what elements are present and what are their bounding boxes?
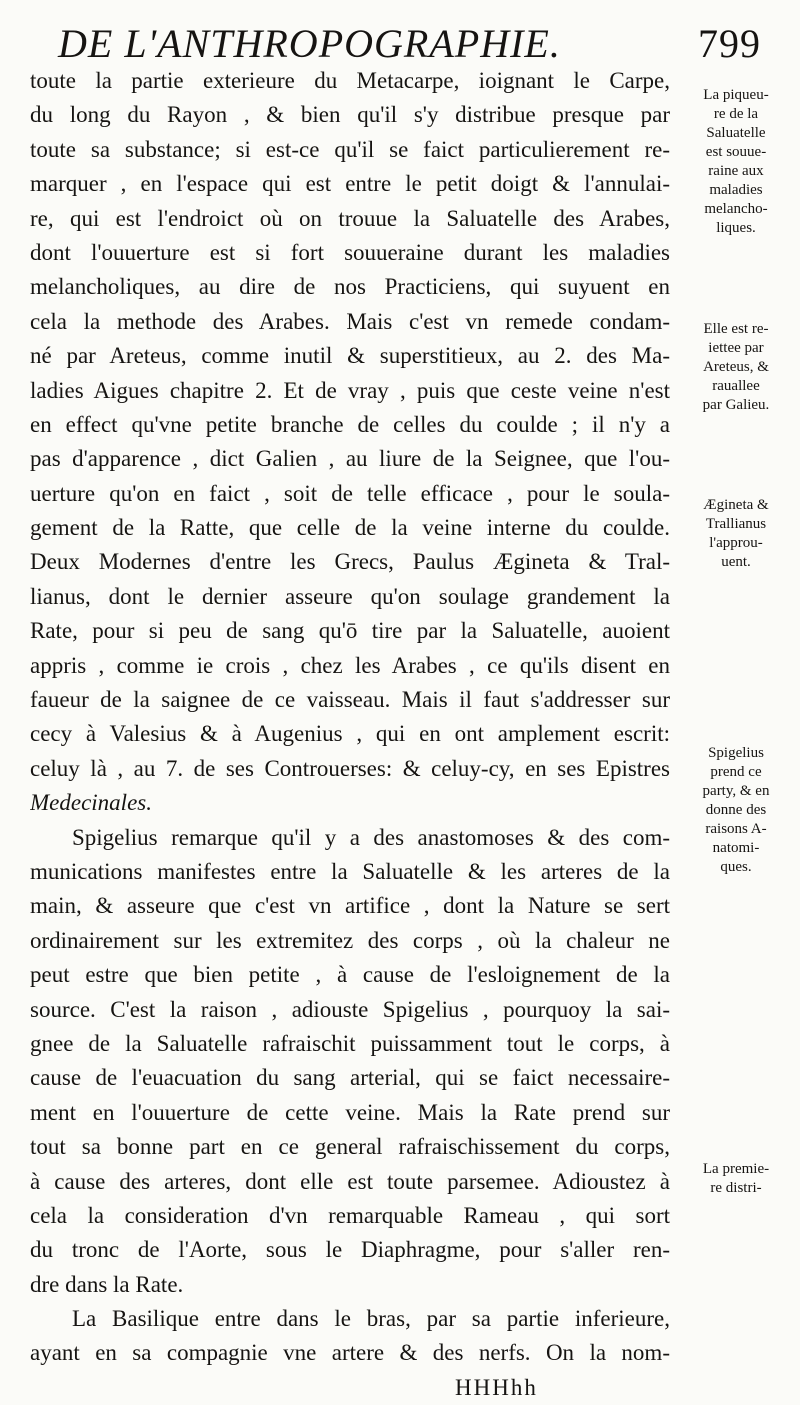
text-line: munications manifestes entre la Saluatelle & les arteres de la [30, 858, 670, 884]
text-line: appris , comme ie crois , chez les Arabes , ce qu'ils disent en [30, 652, 670, 678]
running-head [58, 20, 778, 70]
text-line: cause de l'euacuation du sang arterial, qui se faict necessaire- [30, 1065, 670, 1091]
margin-line: La piqueu- [703, 87, 769, 103]
margin-note-aegineta [675, 496, 797, 572]
margin-line: Trallianus [705, 516, 767, 532]
text-line: du long du Rayon , & bien qu'il s'y distribue presque par [30, 102, 670, 128]
margin-note-saluatelle [675, 86, 797, 238]
margin-line: raine aux [708, 163, 764, 179]
text-line: tout sa bonne part en ce general rafraischissement du corps, [30, 1134, 670, 1160]
margin-line: donne des [705, 802, 767, 818]
text-line: La Basilique entre dans le bras, par sa partie inferieure, [72, 1306, 670, 1332]
text-line: cecy à Valesius & à Augenius , qui en ont amplement escrit: [30, 721, 670, 747]
margin-line: ques. [720, 859, 752, 875]
text-line: re, qui est l'endroict où on trouue la Saluatelle des Arabes, [30, 205, 670, 231]
text-line: marquer , en l'espace qui est entre le petit doigt & l'annulai- [30, 171, 670, 197]
text-line: main, & asseure que c'est vn artifice , dont la Nature se sert [30, 893, 670, 919]
text-line: gnee de la Saluatelle rafraischit puissamment tout le corps, à [30, 1030, 670, 1056]
margin-note-spigelius [675, 744, 797, 877]
margin-line: natomi- [712, 840, 760, 856]
text-line: cela la consideration d'vn remarquable Rameau , qui sort [30, 1202, 670, 1228]
text-line: gement de la Ratte, que celle de la veine interne du coulde. [30, 515, 670, 541]
body-text [30, 64, 670, 1405]
margin-line: prend ce [710, 764, 762, 780]
margin-line: est souue- [705, 144, 767, 160]
margin-line: party, & en [702, 783, 770, 799]
margin-note-areteus [675, 320, 797, 415]
margin-line: re distri- [710, 1180, 762, 1196]
margin-line: Elle est re- [703, 321, 769, 337]
margin-line: raisons A- [705, 821, 767, 837]
text-line: Medecinales. [30, 790, 152, 816]
text-line: celuy là , au 7. de ses Controuerses: & celuy-cy, en ses Epistres [30, 755, 670, 781]
text-line: dont l'ouuerture est si fort souueraine durant les maladies [30, 239, 670, 265]
text-line: cela la methode des Arabes. Mais c'est vn remede condam- [30, 308, 670, 334]
text-line: Deux Modernes d'entre les Grecs, Paulus Ægineta & Tral- [30, 549, 670, 575]
margin-line: uent. [721, 554, 751, 570]
text-line: du tronc de l'Aorte, sous le Diaphragme, pour s'aller ren- [30, 1237, 670, 1263]
margin-line: Areteus, & [703, 359, 769, 375]
text-line: Spigelius remarque qu'il y a des anastomoses & des com- [72, 824, 670, 850]
text-line: lianus, dont le dernier asseure qu'on soulage grandement la [30, 583, 670, 609]
text-line: toute la partie exterieure du Metacarpe, ioignant le Carpe, [30, 68, 670, 93]
margin-line: iettee par [708, 340, 764, 356]
margin-line: par Galieu. [702, 397, 770, 413]
text-line: ayant en sa compagnie vne artere & des nerfs. On la nom- [30, 1340, 670, 1366]
page-number: 799 [698, 21, 761, 66]
margin-line: Spigelius [708, 745, 764, 761]
margin-line: La premie- [702, 1161, 770, 1177]
text-line: ladies Aigues chapitre 2. Et de vray , puis que ceste veine n'est [30, 377, 670, 403]
margin-line: Ægineta & [703, 497, 769, 513]
margin-line: l'approu- [709, 535, 763, 551]
text-line: toute sa substance; si est-ce qu'il se faict particulierement re- [30, 136, 670, 162]
text-line: à cause des arteres, dont elle est toute parsemee. Adioustez à [30, 1168, 670, 1194]
text-line: né par Areteus, comme inutil & superstitieux, au 2. des Ma- [30, 343, 670, 369]
signature-mark: HHHhh [455, 1374, 538, 1400]
text-line: ordinairement sur les extremitez des corps , où la chaleur ne [30, 927, 670, 953]
text-line: dre dans la Rate. [30, 1271, 184, 1297]
text-line: Rate, pour si peu de sang qu'ō tire par la Saluatelle, auoient [30, 618, 670, 644]
margin-line: re de la [713, 106, 759, 122]
text-line: peut estre que bien petite , à cause de l'esloignement de la [30, 962, 670, 988]
margin-line: maladies [709, 182, 763, 198]
text-line: faueur de la saignee de ce vaisseau. Mais il faut s'addresser sur [30, 687, 670, 713]
margin-line: Saluatelle [706, 125, 766, 141]
text-line: source. C'est la raison , adiouste Spigelius , pourquoy la sai- [30, 996, 670, 1022]
text-line: uerture qu'on en faict , soit de telle efficace , pour le soula- [30, 480, 670, 506]
margin-line: melancho- [704, 201, 768, 217]
margin-line: liques. [716, 220, 756, 236]
text-line: ment en l'ouuerture de cette veine. Mais la Rate prend sur [30, 1099, 670, 1125]
margin-line: rauallee [712, 378, 760, 394]
text-line: pas d'apparence , dict Galien , au liure de la Seignee, que l'ou- [30, 446, 670, 472]
text-line: melancholiques, au dire de nos Practiciens, qui suyuent en [30, 274, 670, 300]
margin-note-basilique [675, 1160, 797, 1198]
running-title: DE L'ANTHROPOGRAPHIE. [58, 21, 561, 66]
text-line: en effect qu'vne petite branche de celles du coulde ; il n'y a [30, 411, 670, 437]
